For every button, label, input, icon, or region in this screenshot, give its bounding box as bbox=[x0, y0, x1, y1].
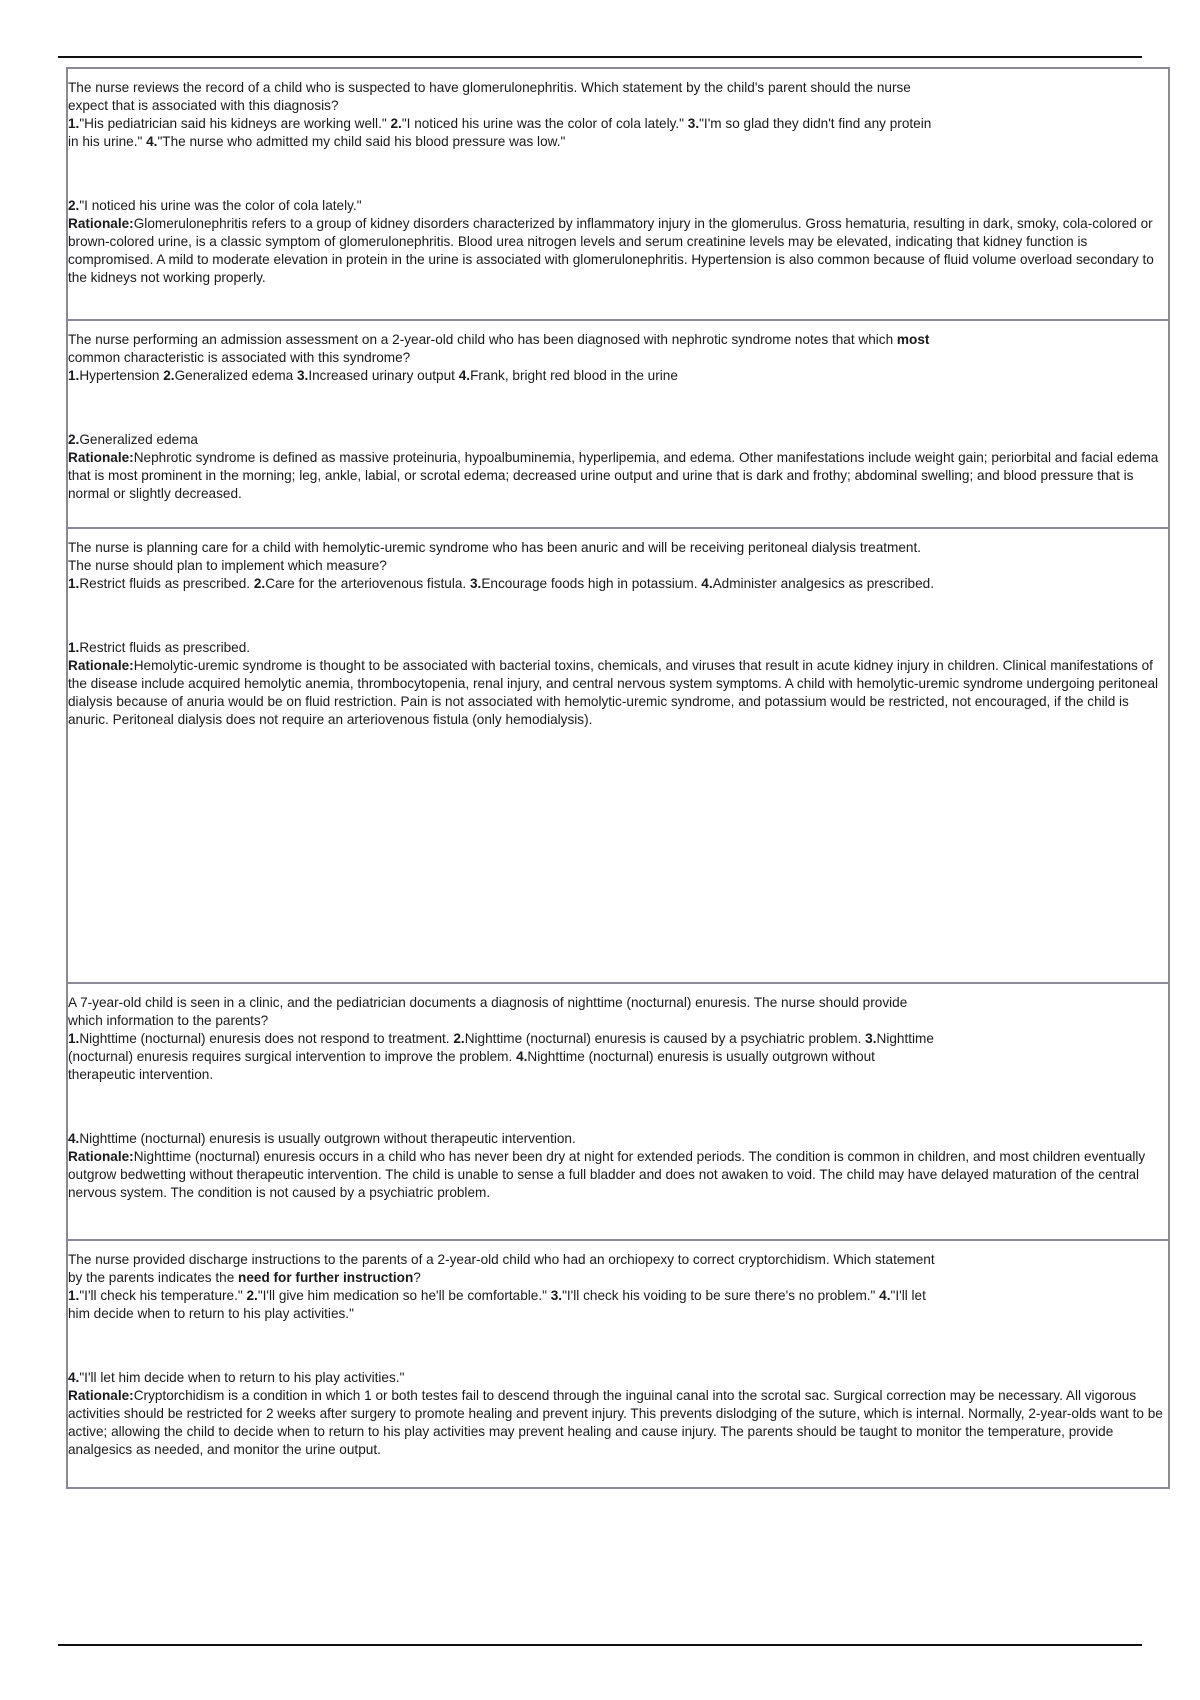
answer-block: 4.Nighttime (nocturnal) enuresis is usually outgrown without therapeutic intervention. Rationale:Nighttime (nocturnal) enuresis occurs in a child who has never been dry at night for extended periods. The condition is common in children, and most children eventually outgrow bedwetting without therapeutic intervention. The child is unable to sense a full bladder and does not awaken to void. The child may have delayed maturation of the central nervous system. The condition is not caused by a psychiatric problem. bbox=[68, 1131, 1146, 1200]
question-text: A 7-year-old child is seen in a clinic, and the pediatrician documents a diagnosis of nighttime (nocturnal) enuresis. The nurse should provide which information to the parents? 1.Nighttime (nocturnal) enuresis does not respond to treatment. 2.Nighttime (nocturnal) enuresis is caused by a psychiatric problem. 3.Nighttime (nocturnal) enuresis requires surgical intervention to improve the problem. 4.Nighttime (nocturnal) enuresis is usually outgrown without therapeutic intervention. bbox=[68, 995, 934, 1082]
answer-block: 2."I noticed his urine was the color of cola lately." Rationale:Glomerulonephritis refers to a group of kidney disorders characterized by inflammatory injury in the glomerulus. Gross hematuria, resulting in dark, smoky, cola-colored or brown-colored urine, is a classic symptom of glomerulonephritis. Blood urea nitrogen levels and serum creatinine levels may be elevated, indicating that kidney function is compromised. A mild to moderate elevation in protein in the urine is associated with glomerulonephritis. Hypertension is also common because of fluid volume overload secondary to the kidneys not working properly. bbox=[68, 198, 1154, 285]
question-card-1 bbox=[68, 69, 1168, 319]
answer-block: 4."I'll let him decide when to return to his play activities." Rationale:Cryptorchidism is a condition in which 1 or both testes fail to descend through the inguinal canal into the scrotal sac. Surgical correction may be necessary. All vigorous activities should be restricted for 2 weeks after surgery to promote healing and prevent injury. This prevents dislodging of the suture, which is internal. Normally, 2-year-olds want to be active; allowing the child to decide when to return to his play activities may prevent healing and cause injury. The parents should be taught to monitor the temperature, provide analgesics as needed, and monitor the urine output. bbox=[68, 1370, 1163, 1457]
question-card-5 bbox=[68, 1239, 1168, 1487]
question-text: The nurse performing an admission assessment on a 2-year-old child who has been diagnosed with nephrotic syndrome notes that which most common characteristic is associated with this syndrome? 1.Hypertension 2.Generalized edema 3.Increased urinary output 4.Frank, bright red blood in the urine bbox=[68, 332, 930, 383]
question-card-2 bbox=[68, 319, 1168, 527]
answer-block: 2.Generalized edema Rationale:Nephrotic syndrome is defined as massive proteinuria, hypoalbuminemia, hyperlipemia, and edema. Other manifestations include weight gain; periorbital and facial edema that is most prominent in the morning; leg, ankle, labial, or scrotal edema; decreased urine output and urine that is dark and frothy; abdominal swelling; and blood pressure that is normal or slightly decreased. bbox=[68, 432, 1159, 501]
question-text: The nurse provided discharge instructions to the parents of a 2-year-old child who had an orchiopexy to correct cryptorchidism. Which statement by the parents indicates the need for further instruction? 1."I'll check his temperature." 2."I'll give him medication so he'll be comfortable." 3."I'll check his voiding to be sure there's no problem." 4."I'll let him decide when to return to his play activities." bbox=[68, 1252, 935, 1321]
answer-block: 1.Restrict fluids as prescribed. Rationale:Hemolytic-uremic syndrome is thought to be associated with bacterial toxins, chemicals, and viruses that result in acute kidney injury in children. Clinical manifestations of the disease include acquired hemolytic anemia, thrombocytopenia, renal injury, and central nervous system symptoms. A child with hemolytic-uremic syndrome undergoing peritoneal dialysis because of anuria would be on fluid restriction. Pain is not associated with hemolytic-uremic syndrome, and potassium would be restricted, not encouraged, if the child is anuric. Peritoneal dialysis does not require an arteriovenous fistula (only hemodialysis). bbox=[68, 640, 1159, 727]
question-text: The nurse reviews the record of a child who is suspected to have glomerulonephritis. Which statement by the child's parent should the nurse expect that is associated with this diagnosis? 1."His pediatrician said his kidneys are working well." 2."I noticed his urine was the color of cola lately." 3."I'm so glad they didn't find any protein in his urine." 4."The nurse who admitted my child said his blood pressure was low." bbox=[68, 80, 932, 149]
question-table bbox=[66, 67, 1170, 1489]
question-card-4 bbox=[68, 982, 1168, 1239]
header-rule bbox=[58, 56, 1142, 58]
question-text: The nurse is planning care for a child with hemolytic-uremic syndrome who has been anuric and will be receiving peritoneal dialysis treatment. The nurse should plan to implement which measure? 1.Restrict fluids as prescribed. 2.Care for the arteriovenous fistula. 3.Encourage foods high in potassium. 4.Administer analgesics as prescribed. bbox=[68, 540, 934, 591]
question-card-3 bbox=[68, 527, 1168, 982]
footer-rule bbox=[58, 1644, 1142, 1646]
